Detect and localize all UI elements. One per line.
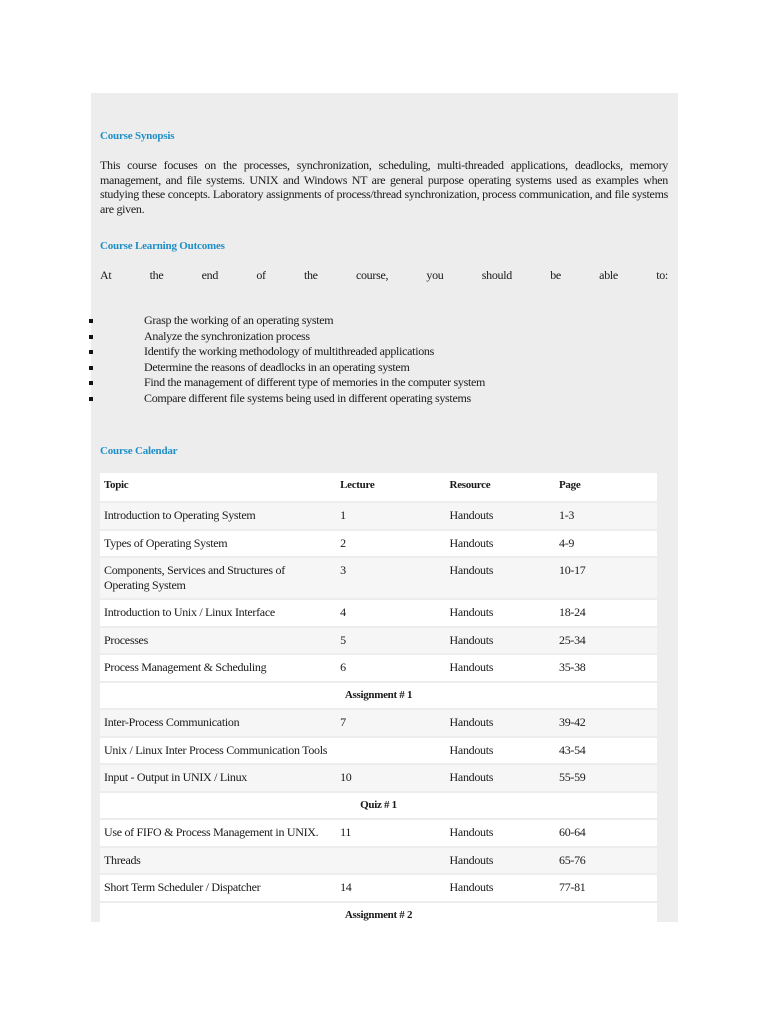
cell-topic: Use of FIFO & Process Management in UNIX. [104,825,319,839]
calendar-row [100,710,657,736]
cell-lecture: 7 [340,715,346,729]
course-panel [91,93,678,922]
calendar-row [100,655,657,681]
outcomes-intro-word: be [550,268,561,282]
cell-resource: Handouts [449,605,494,619]
outcomes-intro-word: end [201,268,219,282]
calendar-heading: Course Calendar [100,445,178,457]
milestone-label: Assignment # 2 [344,908,413,921]
calendar-header-row [100,473,657,501]
cell-topic: Process Management & Scheduling [104,660,267,674]
outcomes-intro [100,268,668,283]
cell-page: 55-59 [559,770,586,784]
cell-topic: Threads [104,852,141,867]
cell-page: 1-3 [559,508,575,522]
outcomes-intro-word: to: [656,268,668,282]
outcome-text: Analyze the synchronization process [144,328,310,343]
cell-page: 77-81 [559,880,586,894]
column-header-page: Page [559,479,581,491]
outcomes-intro-word: the [303,268,318,282]
cell-lecture: 1 [340,508,346,522]
cell-page: 4-9 [559,535,575,550]
calendar-row [100,765,657,791]
outcome-item [0,329,620,345]
outcome-text: Grasp the working of an operating system [144,313,334,327]
synopsis-text: This course focuses on the processes, synchronization, scheduling, multi-threaded applications, deadlocks, memory management, and file systems. UNIX and Windows NT are general purpose operating systems used as examples when studying these concepts. Laboratory assignments of process/thread synchronization, process communication, and file systems are given. [100,158,668,216]
cell-lecture: 11 [340,825,352,839]
square-bullet-icon [89,366,93,370]
cell-resource: Handouts [449,880,494,894]
cell-topic: Short Term Scheduler / Dispatcher [104,880,261,894]
cell-page: 65-76 [559,852,586,867]
cell-resource: Handouts [449,852,494,867]
calendar-row [100,848,657,874]
cell-lecture [336,738,445,764]
milestone-label: Assignment # 1 [344,688,413,701]
column-header-lecture: Lecture [340,479,375,491]
square-bullet-icon [89,335,93,339]
column-header-resource: Resource [449,479,491,491]
cell-lecture: 10 [340,770,352,784]
outcomes-intro-word: of [256,268,266,282]
cell-lecture [336,848,445,874]
outcome-text: Identify the working methodology of multithreaded applications [144,344,434,358]
cell-page: 35-38 [559,660,586,674]
cell-page: 18-24 [559,605,586,619]
calendar-row [100,875,657,901]
cell-resource: Handouts [449,742,494,757]
cell-resource: Handouts [449,660,494,674]
cell-page: 39-42 [559,715,586,729]
cell-topic: Introduction to Unix / Linux Interface [104,605,275,619]
square-bullet-icon [89,350,93,354]
cell-topic: Input - Output in UNIX / Linux [104,770,247,784]
cell-topic: Unix / Linux Inter Process Communication Tools [104,742,328,757]
square-bullet-icon [89,319,93,323]
outcomes-intro-word: you [426,268,444,282]
calendar-row [100,820,657,846]
column-header-topic: Topic [104,479,129,491]
calendar-milestone-row [100,903,657,929]
cell-topic: Components, Services and Structures of Operating System [104,563,285,592]
calendar-milestone-row [100,793,657,819]
outcomes-intro-word: should [481,268,512,282]
outcome-item [0,375,620,391]
cell-topic: Introduction to Operating System [104,508,256,522]
outcome-item [0,313,620,329]
calendar-row [100,628,657,654]
cell-topic: Processes [104,632,148,647]
cell-resource: Handouts [449,770,494,784]
outcome-text: Determine the reasons of deadlocks in an operating system [144,359,410,374]
calendar-row [100,503,657,529]
outcomes-intro-word: At [100,268,112,282]
cell-resource: Handouts [449,715,494,729]
calendar-milestone-row [100,683,657,709]
cell-lecture: 3 [340,563,346,577]
calendar-row [100,738,657,764]
cell-lecture: 6 [340,660,346,674]
cell-topic: Inter-Process Communication [104,715,240,729]
outcomes-intro-word: course, [355,268,389,282]
outcomes-heading: Course Learning Outcomes [100,240,225,252]
outcome-text: Compare different file systems being used in different operating systems [144,390,471,405]
outcomes-intro-word: the [149,268,164,282]
cell-topic: Types of Operating System [104,535,228,550]
square-bullet-icon [89,397,93,401]
cell-lecture: 14 [340,880,352,894]
cell-lecture: 5 [340,632,346,647]
cell-resource: Handouts [449,508,494,522]
outcome-item [0,344,620,360]
outcomes-intro-word: able [599,268,618,282]
cell-resource: Handouts [449,825,494,839]
synopsis-heading: Course Synopsis [100,130,175,142]
calendar-row [100,558,657,598]
outcome-item [0,391,620,407]
calendar-row [100,531,657,557]
outcome-item [0,360,620,376]
cell-lecture: 4 [340,605,346,619]
cell-page: 25-34 [559,632,586,647]
cell-page: 60-64 [559,825,586,839]
cell-resource: Handouts [449,535,494,550]
cell-resource: Handouts [449,632,494,647]
calendar-row [100,600,657,626]
outcome-text: Find the management of different type of memories in the computer system [144,375,486,389]
outcomes-list [0,313,620,406]
milestone-label: Quiz # 1 [360,798,397,811]
cell-page: 43-54 [559,742,586,757]
cell-lecture: 2 [340,535,346,550]
square-bullet-icon [89,381,93,385]
cell-page: 10-17 [559,563,586,577]
cell-resource: Handouts [449,563,494,577]
course-calendar-table [100,473,657,928]
